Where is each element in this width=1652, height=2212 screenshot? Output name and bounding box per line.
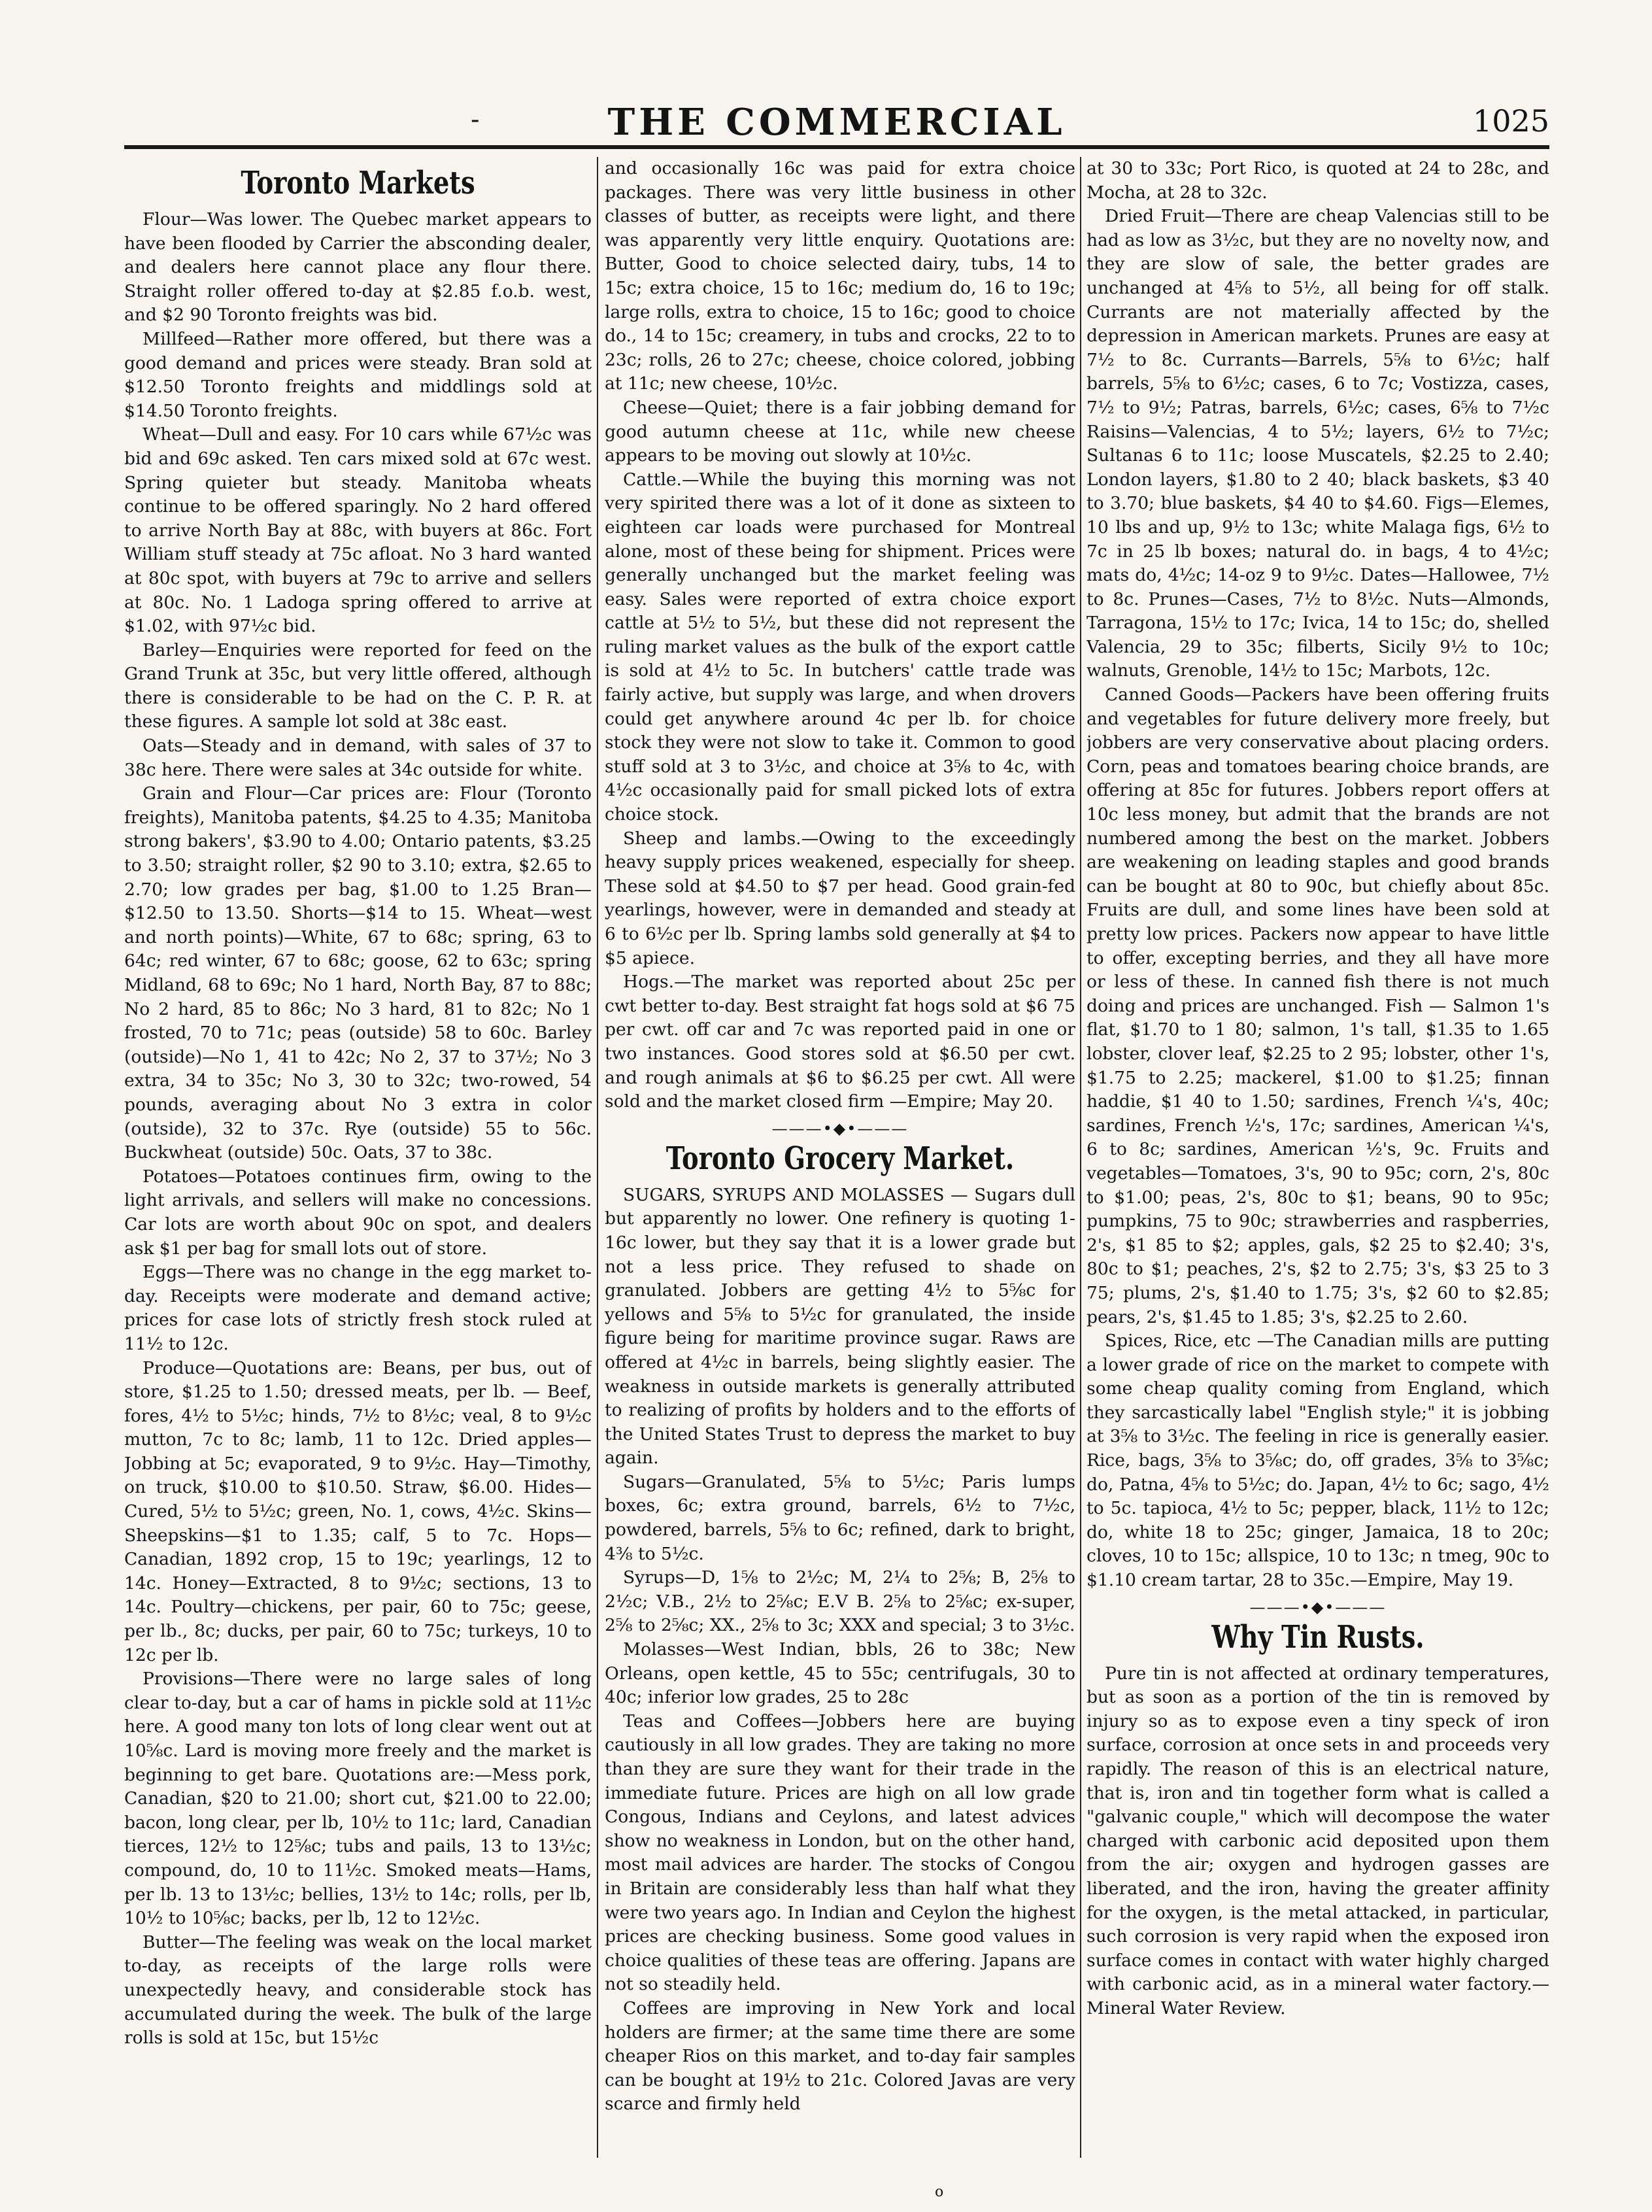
paragraph: Dried Fruit—There are cheap Valencias still to be had as low as 3½c, but they are no novelty now, and they are slow of sale, the better grades are unchanged at 4⅝ to 5½, all being for off stalk. Currants are not materially affected by the depression in American markets. Prunes are easy at 7½ to 8c. Currants—Barrels, 5⅝ to 6½c; half barrels, 5⅝ to 6½c; cases, 6 to 7c; Vostizza, cases, 7½ to 9½; Patras, barrels, 6½c; cases, 6⅝ to 7½c Raisins—Valencias, 4 to 5½; layers, 6½ to 7½c; Sultanas 6 to 11c; loose Muscatels, $2.25 to 2.40; London layers, $1.80 to 2 40; black baskets, $3 40 to 3.70; blue baskets, $4 40 to $4.60. Figs—Elemes, 10 lbs and up, 9½ to 13c; white Malaga figs, 6½ to 7c in 25 lb boxes; natural do. in bags, 4 to 4½c; mats do, 4½c; 14-oz 9 to 9½c. Dates—Hallowee, 7½ to 8c. Prunes—Cases, 7½ to 8½c. Nuts—Almonds, Tarragona, 15½ to 17c; Ivica, 14 to 15c; do, shelled Valencia, 29 to 35c; filberts, Sicily 9½ to 10c; walnuts, Grenoble, 14½ to 15c; Marbots, 12c. bbox=[1087, 206, 1549, 681]
paragraph: Syrups—D, 1⅝ to 2½c; M, 2¼ to 2⅝; B, 2⅝ to 2½c; V.B., 2½ to 2⅝c; E.V B. 2⅝ to 2⅝c; ex-super, 2⅝ to 2⅝c; XX., 2⅝ to 3c; XXX and special; 3 to 3½c. bbox=[605, 1567, 1075, 1636]
paragraph: Provisions—There were no large sales of long clear to-day, but a car of hams in pickle sold at 11½c here. A good many ton lots of long clear went out at 10⅝c. Lard is moving more freely and the market is beginning to get bare. Quotations are:—Mess pork, Canadian, $20 to 21.00; short cut, $21.00 to 22.00; bacon, long clear, per lb, 10½ to 11c; lard, Canadian tierces, 12½ to 12⅝c; tubs and pails, 13 to 13½c; compound, do, 10 to 11½c. Smoked meats—Hams, per lb. 13 to 13½c; bellies, 13½ to 14c; rolls, per lb, 10½ to 10⅝c; backs, per lb, 12 to 12½c. bbox=[124, 1669, 592, 1929]
column-divider bbox=[1080, 157, 1081, 2158]
column-2 bbox=[605, 157, 1075, 2158]
paragraph: Teas and Coffees—Jobbers here are buying cautiously in all low grades. They are taking no more than they are sure they want for their trade in the immediate future. Prices are high on all low grade Congous, Indians and Ceylons, and latest advices show no weakness in London, but on the other hand, most mail advices are harder. The stocks of Congou in Britain are considerably less than half what they were two years ago. In Indian and Ceylon the highest prices are checking business. Some good values in choice qualities of these teas are offering. Japans are not so steadily held. bbox=[605, 1710, 1075, 1995]
paragraph: Produce—Quotations are: Beans, per bus, out of store, $1.25 to 1.50; dressed meats, per lb. — Beef, fores, 4½ to 5½c; hinds, 7½ to 8½c; veal, 8 to 9½c mutton, 7c to 8c; lamb, 11 to 12c. Dried apples—Jobbing at 5c; evaporated, 9 to 9½c. Hay—Timothy, on truck, $10.00 to $10.50. Straw, $6.00. Hides—Cured, 5½ to 5½c; green, No. 1, cows, 4½c. Skins—Sheepskins—$1 to 1.35; calf, 5 to 7c. Hops—Canadian, 1892 crop, 15 to 19c; yearlings, 12 to 14c. Honey—Extracted, 8 to 9½c; sections, 13 to 14c. Poultry—chickens, per pair, 60 to 75c; geese, per lb., 8c; ducks, per pair, 60 to 75c; turkeys, 10 to 12c per lb. bbox=[124, 1357, 592, 1665]
paragraph: Sheep and lambs.—Owing to the exceedingly heavy supply prices weakened, especially for sheep. These sold at $4.50 to $7 per head. Good grain-fed yearlings, however, were in demanded and steady at 6 to 6½c per lb. Spring lambs sold generally at $4 to $5 apiece. bbox=[605, 828, 1075, 968]
paragraph: Oats—Steady and in demand, with sales of 37 to 38c here. There were sales at 34c outside for white. bbox=[124, 736, 592, 780]
article-heading: Toronto Grocery Market. bbox=[666, 1140, 1015, 1177]
paragraph: Wheat—Dull and easy. For 10 cars while 67½c was bid and 69c asked. Ten cars mixed sold at 67c west. Spring quieter but steady. Manitoba wheats continue to be offered sparingly. No 2 hard offered to arrive North Bay at 88c, with buyers at 86c. Fort William stuff steady at 75c afloat. No 3 hard wanted at 80c spot, with buyers at 79c to arrive and sellers at 80c. No. 1 Ladoga spring offered to arrive at $1.02, with 97½c bid. bbox=[124, 424, 592, 637]
column-1 bbox=[124, 157, 592, 2158]
publication-title: THE COMMERCIAL bbox=[607, 101, 1066, 144]
paragraph: Barley—Enquiries were reported for feed on the Grand Trunk at 35c, but very little offered, although there is considerable to be had on the C. P. R. at these figures. A sample lot sold at 38c east. bbox=[124, 639, 592, 732]
paragraph: Cheese—Quiet; there is a fair jobbing demand for good autumn cheese at 11c, while new cheese appears to be moving out slowly at 10½c. bbox=[605, 397, 1075, 466]
paragraph: Millfeed—Rather more offered, but there was a good demand and prices were steady. Bran sold at $12.50 Toronto freights and middlings sold at $14.50 Toronto freights. bbox=[124, 328, 592, 421]
paragraph: at 30 to 33c; Port Rico, is quoted at 24 to 28c, and Mocha, at 28 to 32c. bbox=[1087, 158, 1549, 203]
paragraph: and occasionally 16c was paid for extra choice packages. There was very little business in other classes of butter, as receipts were light, and there was apparently very little enquiry. Quotations are: Butter, Good to choice selected dairy, tubs, 14 to 15c; extra choice, 15 to 16c; medium do, 16 to 19c; large rolls, extra to choice, 15 to 16c; good to choice do., 14 to 15c; creamery, in tubs and crocks, 22 to to 23c; rolls, 26 to 27c; cheese, choice colored, jobbing at 11c; new cheese, 10½c. bbox=[605, 158, 1075, 394]
column-3 bbox=[1087, 157, 1549, 2158]
paragraph: Cattle.—While the buying this morning was not very spirited there was a lot of it done as sixteen to eighteen car loads were purchased for Montreal alone, most of these being for shipment. Prices were generally unchanged but the market feeling was easy. Sales were reported of extra choice export cattle at 5½ to 5½, but these did not represent the ruling market values as the bulk of the export cattle is sold at 4½ to 5c. In butchers' cattle trade was fairly active, but supply was large, and when drovers could get anywhere around 4c per lb. for choice stock they were not slow to take it. Common to good stuff sold at 3 to 3½c, and choice at 3⅝ to 4c, with 4½c occasionally paid for small picked lots of extra choice stock. bbox=[605, 469, 1075, 825]
article-heading: Why Tin Rusts. bbox=[1211, 1618, 1424, 1656]
paragraph: Coffees are improving in New York and local holders are firmer; at the same time there are some cheaper Rios on this market, and to-day fair samples can be bought at 19½ to 21c. Colored Javas are very scarce and firmly held bbox=[605, 1998, 1075, 2115]
paragraph: SUGARS, SYRUPS AND MOLASSES — Sugars dull but apparently no lower. One refinery is quoting 1-16c lower, but they say that it is a lower grade but not a less price. They refused to shade on granulated. Jobbers are getting 4½ to 5⅝c for yellows and 5⅝ to 5½c for granulated, the inside figure being for maritime province sugar. Raws are offered at 4½c in barrels, being slightly easier. The weakness in outside markets is generally attributed to realizing of profits by holders and to the efforts of the United States Trust to depress the market to buy again. bbox=[605, 1184, 1075, 1469]
paragraph: Spices, Rice, etc —The Canadian mills are putting a lower grade of rice on the market to compete with some cheap quality coming from England, which they sarcastically label "English style;" it is jobbing at 3⅝ to 3½c. The feeling in rice is generally easier. Rice, bags, 3⅝ to 3⅝c; do, off grades, 3⅝ to 3⅝c; do, Patna, 4⅝ to 5½c; do. Japan, 4½ to 6c; sago, 4½ to 5c. tapioca, 4½ to 5c; pepper, black, 11½ to 12c; do, white 18 to 25c; ginger, Jamaica, 18 to 20c; cloves, 10 to 15c; allspice, 10 to 13c; n tmeg, 90c to $1.10 cream tartar, 28 to 35c.—Empire, May 19. bbox=[1087, 1331, 1549, 1591]
paragraph: Canned Goods—Packers have been offering fruits and vegetables for future delivery more freely, but jobbers are very conservative about placing orders. Corn, peas and tomatoes bearing choice brands, are offering at 85c for futures. Jobbers report offers at 10c less money, but admit that the brands are not numbered among the best on the market. Jobbers are weakening on leading staples and good brands can be bought at 80 to 90c, but chiefly about 85c. Fruits are dull, and some lines have been sold at pretty low prices. Packers now appear to have little to offer, excepting berries, and they all have more or less of these. In canned fish there is not much doing and prices are unchanged. Fish — Salmon 1's flat, $1.70 to 1 80; salmon, 1's tall, $1.35 to 1.65 lobster, clover leaf, $2.25 to 2 95; lobster, other 1's, $1.75 to 2.25; mackerel, $1.00 to $1.25; finnan haddie, $1 40 to 1.50; sardines, French ¼'s, 40c; sardines, French ½'s, 17c; sardines, American ¼'s, 6 to 8c; sardines, American ½'s, 9c. Fruits and vegetables—Tomatoes, 3's, 90 to 95c; corn, 2's, 80c to $1.00; peas, 2's, 80c to $1; beans, 90 to 95c; pumpkins, 75 to 90c; strawberries and raspberries, 2's, $1 85 to $2; apples, gals, $2 25 to $2.40; 3's, 80c to $1; peaches, 2's, $2 to 2.75; 3's, $3 25 to 3 75; plums, 2's, $1.40 to 1.75; 3's, $2 60 to $2.85; pears, 2's, $1.45 to 1.85; 3's, $2.25 to 2.60. bbox=[1087, 685, 1549, 1327]
paragraph: Butter—The feeling was weak on the local market to-day, as receipts of the large rolls were unexpectedly heavy, and considerable stock has accumulated during the week. The bulk of the large rolls is sold at 15c, but 15½c bbox=[124, 1931, 592, 2049]
column-divider bbox=[597, 157, 598, 2158]
paragraph: Potatoes—Potatoes continues firm, owing to the light arrivals, and sellers will make no concessions. Car lots are worth about 90c on spot, and dealers ask $1 per bag for small lots out of store. bbox=[124, 1166, 592, 1259]
header-rule bbox=[124, 145, 1549, 149]
paragraph: Eggs—There was no change in the egg market to-day. Receipts were moderate and demand active; prices for case lots of strictly fresh stock ruled at 11½ to 12c. bbox=[124, 1262, 592, 1354]
masthead-dash: - bbox=[471, 105, 480, 135]
paragraph: Molasses—West Indian, bbls, 26 to 38c; New Orleans, open kettle, 45 to 55c; centrifugals, 30 to 40c; inferior low grades, 25 to 28c bbox=[605, 1639, 1075, 1708]
page-number: 1025 bbox=[1472, 103, 1549, 139]
paragraph: Grain and Flour—Car prices are: Flour (Toronto freights), Manitoba patents, $4.25 to 4.35; Manitoba strong bakers', $3.90 to 4.00; Ontario patents, $3.25 to 3.50; straight roller, $2 90 to 3.10; extra, $2.65 to 2.70; low grades per bag, $1.00 to 1.25 Bran—$12.50 to 13.50. Shorts—$14 to 15. Wheat—west and north points)—White, 67 to 68c; spring, 63 to 64c; red winter, 67 to 68c; goose, 62 to 63c; spring Midland, 68 to 69c; No 1 hard, North Bay, 87 to 88c; No 2 hard, 85 to 86c; No 3 hard, 81 to 82c; No 1 frosted, 70 to 71c; peas (outside) 58 to 60c. Barley (outside)—No 1, 41 to 42c; No 2, 37 to 37½; No 3 extra, 34 to 35c; No 3, 30 to 32c; two-rowed, 54 pounds, averaging about No 3 extra in color (outside), 32 to 37c. Rye (outside) 55 to 56c. Buckwheat (outside) 50c. Oats, 37 to 38c. bbox=[124, 783, 592, 1163]
masthead bbox=[124, 98, 1549, 150]
article-heading: Toronto Markets bbox=[241, 165, 475, 201]
section-ornament: ———•◆•——— bbox=[771, 1119, 909, 1138]
paragraph: Sugars—Granulated, 5⅝ to 5½c; Paris lumps boxes, 6c; extra ground, barrels, 6½ to 7½c, powdered, barrels, 5⅝ to 6c; refined, dark to bright, 4⅜ to 5½c. bbox=[605, 1471, 1075, 1564]
section-ornament: ———•◆•——— bbox=[1249, 1597, 1387, 1616]
footer-mark: o bbox=[935, 2184, 944, 2200]
paragraph: Flour—Was lower. The Quebec market appears to have been flooded by Carrier the absconding dealer, and dealers here cannot place any flour there. Straight roller offered to-day at $2.85 f.o.b. west, and $2 90 Toronto freights was bid. bbox=[124, 209, 592, 326]
paragraph: Hogs.—The market was reported about 25c per cwt better to-day. Best straight fat hogs sold at $6 75 per cwt. off car and 7c was reported paid in one or two instances. Good stores sold at $6.50 per cwt. and rough animals at $6 to $6.25 per cwt. All were sold and the market closed firm —Empire; May 20. bbox=[605, 972, 1075, 1112]
paragraph: Pure tin is not affected at ordinary temperatures, but as soon as a portion of the tin is removed by injury so as to expose even a tiny speck of iron surface, corrosion at once sets in and proceeds very rapidly. The reason of this is an electrical nature, that is, iron and tin together form what is called a "galvanic couple," which will decompose the water charged with carbonic acid deposited upon them from the air; oxygen and hydrogen gasses are liberated, and the iron, having the greater affinity for the oxygen, is the metal attacked, in particular, such corrosion is very rapid when the exposed iron surface comes in contact with water highly charged with carbonic acid, as in a mineral water factory.—Mineral Water Review. bbox=[1087, 1663, 1549, 2018]
